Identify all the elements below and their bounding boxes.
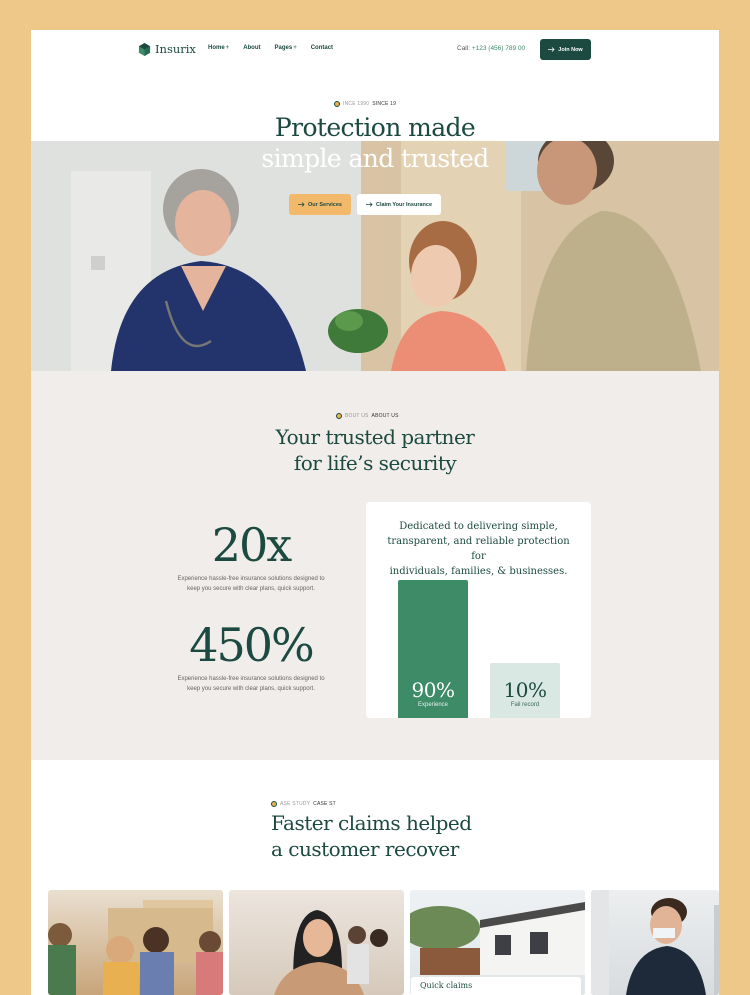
stat-20x [166, 520, 336, 594]
stat-desc-line: keep you secure with clear plans, quick support. [187, 686, 315, 692]
nav-label: About [243, 45, 261, 51]
stat-450 [166, 620, 336, 694]
tag-faded-text: BOUT US [345, 413, 369, 419]
tag-text: SINCE 19 [372, 101, 397, 107]
stat-desc-line: Experience hassle-free insurance solutions designed to [177, 576, 325, 582]
arrow-right-icon [548, 47, 555, 52]
main-nav [208, 45, 333, 51]
nav-item-pages[interactable] [275, 45, 297, 51]
plus-icon: + [293, 45, 297, 51]
plus-icon: + [225, 45, 230, 51]
case-title-line2: a customer recover [271, 837, 459, 861]
our-services-button[interactable] [289, 194, 351, 215]
our-services-label: Our Services [308, 201, 342, 208]
brand-name: Insurix [155, 42, 196, 56]
card-text-line: individuals, families, & businesses. [389, 566, 568, 577]
tag-text: CASE ST [313, 801, 336, 807]
about-tag [336, 413, 399, 419]
claim-insurance-label: Claim Your Insurance [375, 201, 433, 208]
nav-label: Pages [274, 45, 293, 51]
page [31, 30, 719, 995]
stat-desc-line: keep you secure with clear plans, quick support. [187, 586, 315, 592]
call-label: Call: [457, 45, 471, 52]
case-photo-classroom[interactable] [48, 890, 223, 995]
hero-title-line1: Protection made [274, 113, 476, 142]
quick-claims-label: Quick claims [420, 981, 473, 990]
tag-text: ABOUT US [371, 413, 399, 419]
hero-photo-illustration [31, 141, 719, 371]
stat-value: 20x [211, 518, 291, 572]
nav-item-contact[interactable] [311, 45, 333, 51]
badge-icon [334, 101, 340, 107]
hero-title-line2: simple and trusted [261, 144, 489, 173]
card-text-line: Dedicated to delivering simple, [399, 521, 558, 532]
join-now-button[interactable] [540, 39, 591, 60]
hero-image [31, 141, 719, 371]
bar-label: Experience [417, 702, 449, 708]
tag-faded-text: ASE STUDY [280, 801, 311, 807]
fail-record-bar [490, 663, 560, 718]
case-photo-woman[interactable] [229, 890, 404, 995]
doctor-illustration [591, 890, 719, 995]
stat-description [166, 674, 336, 694]
stat-description [166, 574, 336, 594]
stats-card [366, 502, 591, 718]
call-info [457, 45, 525, 52]
nav-label: Contact [310, 45, 334, 51]
quick-claims-card[interactable] [411, 977, 581, 995]
bar-value: 10% [503, 678, 547, 702]
hero-tag [334, 101, 396, 107]
phone-link[interactable]: +123 (456) 789 00 [471, 45, 526, 52]
nav-item-home[interactable] [208, 45, 229, 51]
badge-icon [336, 413, 342, 419]
nav-item-about[interactable] [243, 45, 260, 51]
about-section [31, 371, 719, 760]
arrow-right-icon [298, 202, 305, 207]
case-title-line1: Faster claims helped [271, 811, 472, 835]
card-text-line: transparent, and reliable protection for [387, 536, 570, 562]
classroom-illustration [48, 890, 223, 995]
bar-value: 90% [411, 678, 455, 702]
claim-insurance-button[interactable] [357, 194, 441, 215]
about-title-line2: for life’s security [293, 451, 457, 475]
site-header [31, 30, 719, 70]
join-now-label: Join Now [558, 46, 583, 53]
case-photo-doctor[interactable] [591, 890, 719, 995]
arrow-right-icon [366, 202, 373, 207]
logo-cube-icon [138, 43, 151, 56]
stat-value: 450% [189, 618, 313, 672]
experience-bar [398, 580, 468, 718]
badge-icon [271, 801, 277, 807]
card-description [382, 519, 575, 579]
tag-faded-text: INCE 1990 [343, 101, 370, 107]
stat-desc-line: Experience hassle-free insurance solutions designed to [177, 676, 325, 682]
about-title-line1: Your trusted partner [275, 425, 475, 449]
logo[interactable] [138, 42, 196, 56]
nav-label: Home [208, 45, 225, 51]
bar-label: Fail record [510, 702, 540, 708]
case-study-tag [271, 801, 336, 807]
woman-illustration [229, 890, 404, 995]
